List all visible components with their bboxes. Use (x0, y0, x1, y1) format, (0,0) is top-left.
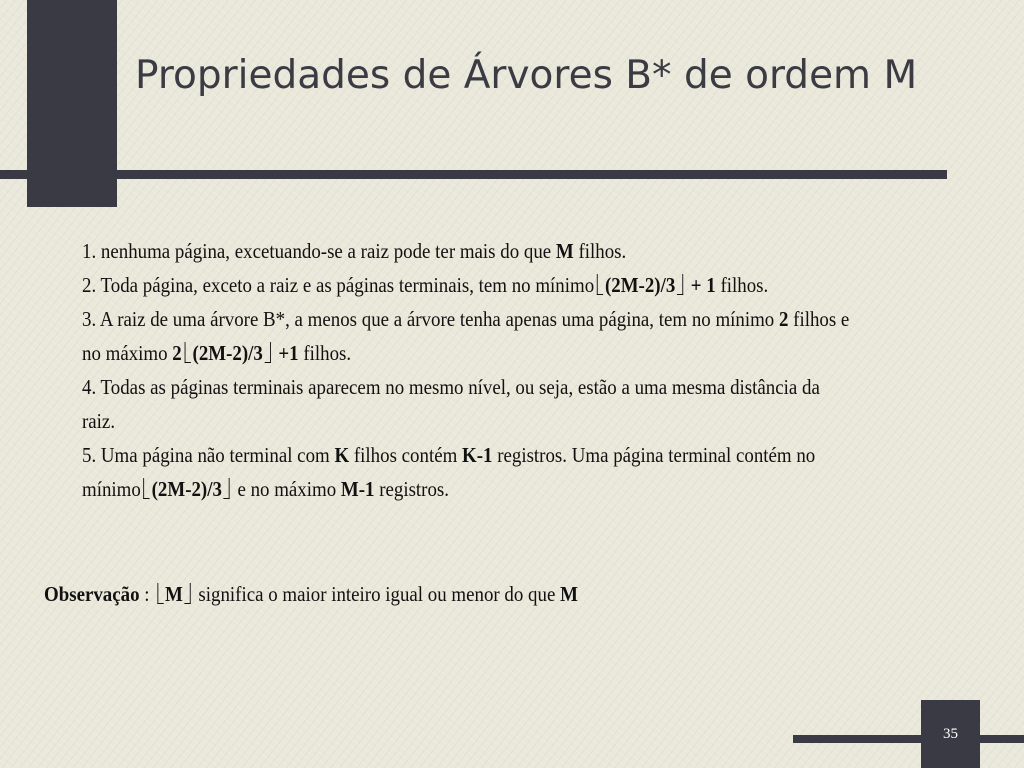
floor-left-bracket (597, 274, 603, 295)
floor-expression: (2M-2)/3 (151, 477, 222, 501)
list-item: 2. Toda página, exceto a raiz e as páginas terminais, tem no mínimo (2M-2)/3 + 1 filhos. (82, 273, 769, 297)
list-item: 3. A raiz de uma árvore B*, a menos que a árvore tenha apenas uma página, tem no mínimo 2 filhos e no máximo 2 (2M-2)/3 +1 filhos. (82, 307, 850, 365)
floor-left-bracket (184, 342, 190, 363)
floor-expression: (2M-2)/3 (604, 273, 676, 297)
list-item: 5. Uma página não terminal com K filhos contém K-1 registros. Uma página terminal contém no mínimo (2M-2)/3 e no máximo M-1 registros. (82, 443, 816, 501)
footer-bar (793, 735, 1024, 743)
list-item: 1. nenhuma página, excetuando-se a raiz pode ter mais do que M filhos. (82, 239, 627, 263)
floor-left-bracket (157, 583, 163, 604)
page-number: 35 (943, 726, 958, 742)
floor-expression: M (165, 582, 183, 606)
page-number-box (921, 700, 980, 768)
floor-left-bracket (144, 478, 150, 499)
floor-right-bracket (265, 342, 271, 363)
floor-expression: (2M-2)/3 (192, 341, 263, 365)
floor-right-bracket (224, 478, 230, 499)
title-underline-bar (0, 170, 947, 179)
slide-title: Propriedades de Árvores B* de ordem M (135, 53, 918, 98)
floor-right-bracket (185, 583, 191, 604)
floor-right-bracket (677, 274, 683, 295)
properties-list (82, 234, 856, 506)
list-item: 4. Todas as páginas terminais aparecem no mesmo nível, ou seja, estão a uma mesma distância da raiz. (82, 375, 820, 433)
observation-label: Observação (44, 582, 140, 606)
observation-note: Observação : M significa o maior inteiro igual ou menor do que M (44, 582, 578, 606)
